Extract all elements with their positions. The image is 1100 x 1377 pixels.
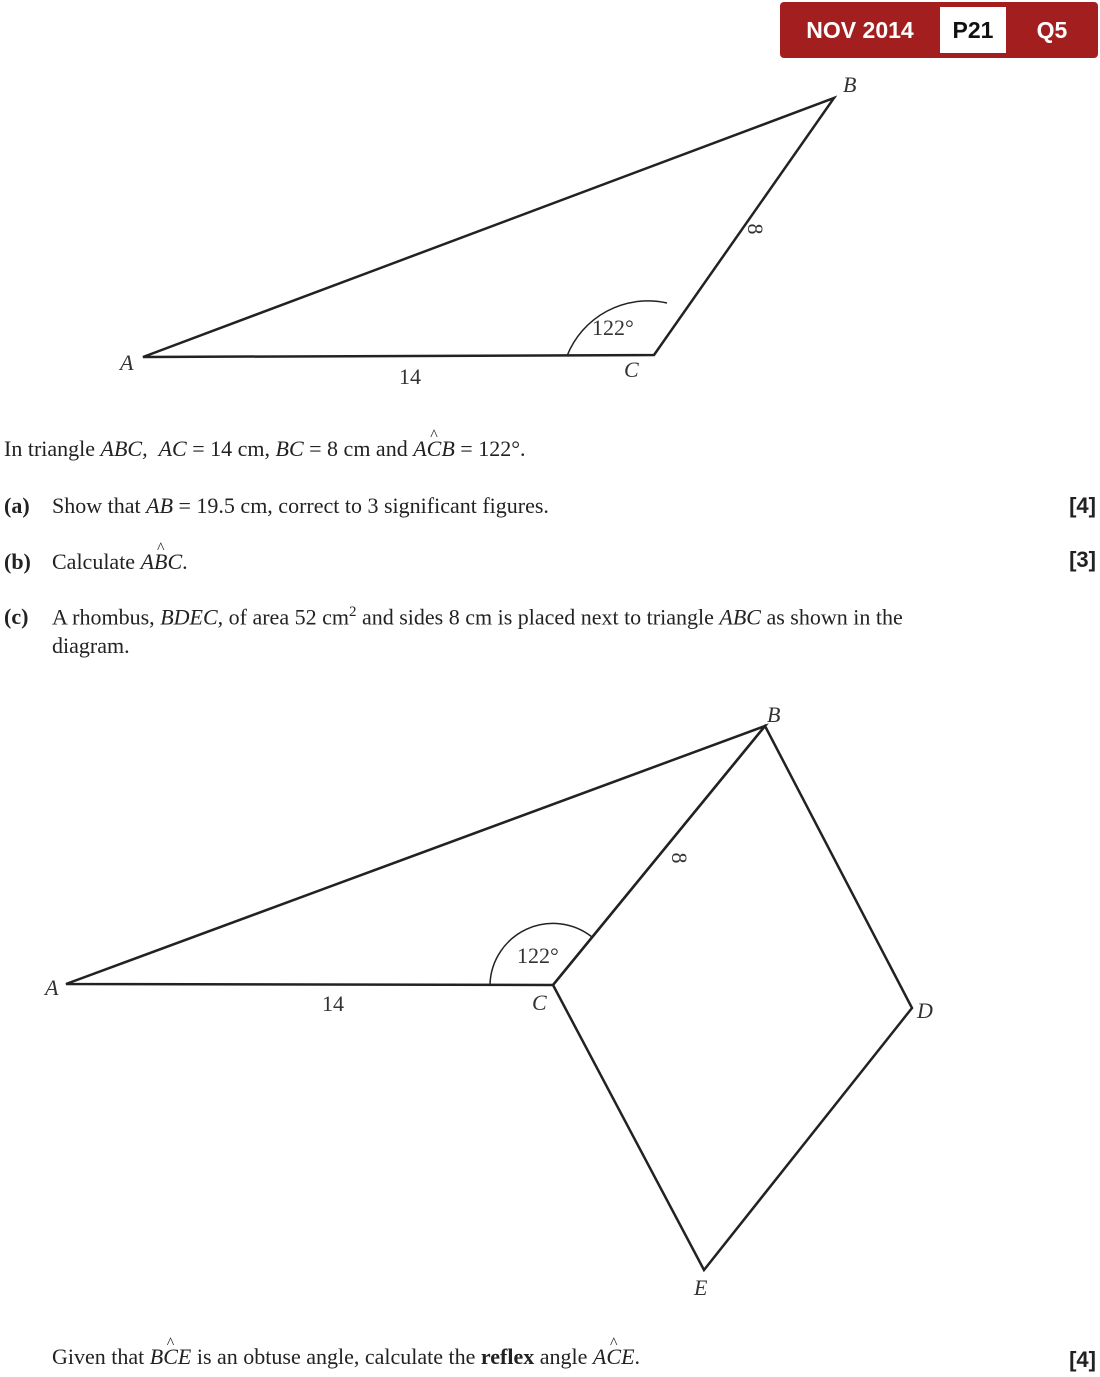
side-bc-label: 8 <box>742 223 768 235</box>
vertex-b-label: B <box>843 72 857 97</box>
side-ac-label: 14 <box>399 364 421 389</box>
vertex-d-label: D <box>917 998 933 1023</box>
side-bc-label: 8 <box>666 852 692 864</box>
vertex-c-label: C <box>532 990 547 1015</box>
triangle-diagram-1 <box>118 72 856 389</box>
intro-text: In triangle ABC, AC = 14 cm, BC = 8 cm and A^ CB = 122°. <box>4 436 526 462</box>
tag-question: Q5 <box>1036 17 1068 43</box>
vertex-e-label: E <box>694 1275 708 1300</box>
rhombus-diagram-2 <box>43 702 933 1300</box>
tag-session: NOV 2014 <box>806 17 914 43</box>
part-a-marks: [4] <box>1069 493 1096 518</box>
triangle-abc <box>143 98 834 357</box>
final-question: Given that B^ CE is an obtuse angle, calculate the reflex angle A^ CE. <box>52 1344 640 1370</box>
vertex-b-label: B <box>767 702 781 727</box>
part-a: (a) Show that AB = 19.5 cm, correct to 3 significant figures. <box>4 493 549 518</box>
side-ac-label: 14 <box>322 991 344 1016</box>
vertex-c-label: C <box>624 357 639 382</box>
part-c-line-2: diagram. <box>52 633 130 658</box>
angle-c-label: 122° <box>592 315 634 340</box>
angle-c-label: 122° <box>517 943 559 968</box>
part-b-marks: [3] <box>1069 547 1096 572</box>
vertex-a-label: A <box>45 975 59 1000</box>
part-c: (c) A rhombus, BDEC, of area 52 $cm^2$ and sides 8 cm is placed next to triangle ABC as shown in the <box>4 604 903 630</box>
part-b: (b) Calculate A^ BC. <box>4 549 188 575</box>
vertex-a-label: A <box>120 350 134 375</box>
rhombus-bdec <box>553 726 912 1270</box>
tag-paper: P21 <box>940 7 1006 53</box>
final-marks: [4] <box>1069 1347 1096 1372</box>
